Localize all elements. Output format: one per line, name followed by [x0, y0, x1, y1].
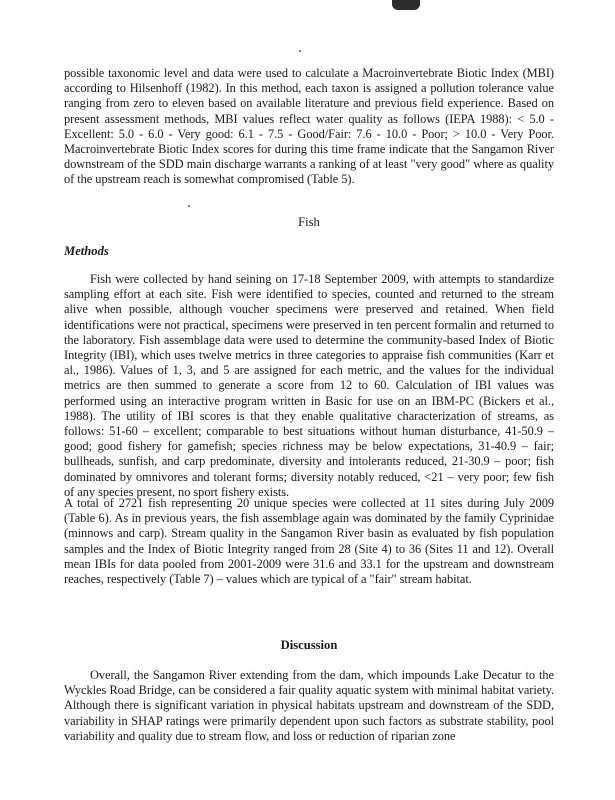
mbi-paragraph: possible taxonomic level and data were used to calculate a Macroinvertebrate Biotic Index (MBI) according to Hilsenhoff (1982). In this method, each taxon is assigned a pollution tolerance value ranging from zero to eleven based on available literature and previous field experience. Based on present assessment methods, MBI values reflect water quality as follows (IEPA 1988): < 5.0 - Excellent: 5.0 - 6.0 - Very good: 6.1 - 7.5 - Good/Fair: 7.6 - 10.0 - Poor; > 10.0 - Very Poor. Macroinvertebrate Biotic Index scores for during this time frame indicate that the Sangamon River downstream of the SDD main discharge warrants a ranking of at least "very good" where as quality of the upstream reach is somewhat compromised (Table 5).: [64, 66, 554, 187]
discussion-heading: Discussion: [280, 638, 338, 652]
results-paragraph: A total of 2721 fish representing 20 unique species were collected at 11 sites during July 2009 (Table 6). As in previous years, the fish assemblage again was dominated by the family Cyprinidae (minnows and carp). Stream quality in the Sangamon River basin as evaluated by fish population samples and the Index of Biotic Integrity ranged from 28 (Site 4) to 36 (Sites 11 and 12). Overall mean IBIs for data pooled from 2001-2009 were 31.6 and 33.1 for the upstream and downstream reaches, respectively (Table 7) – values which are typical of a "fair" stream habitat.: [64, 496, 554, 587]
scan-speck: [299, 50, 301, 52]
scan-artifact: [392, 0, 420, 10]
scan-speck: [188, 205, 190, 207]
methods-paragraph: Fish were collected by hand seining on 17-18 September 2009, with attempts to standardize sampling effort at each site. Fish were identified to species, counted and returned to the stream alive when possible, although voucher specimens were preserved and retained. When field identifications were not practical, specimens were preserved in ten percent formalin and returned to the laboratory. Fish assemblage data were used to determine the community-based Index of Biotic Integrity (IBI), which uses twelve metrics in three categories to appraise fish communities (Karr et al., 1986). Values of 1, 3, and 5 are assigned for each metric, and the values for the individual metrics are then summed to generate a score from 12 to 60. Calculation of IBI values was performed using an interactive program written in Basic for use on an IBM-PC (Bickers et al., 1988). The utility of IBI scores is that they enable qualitative characterization of streams, as follows: 51-60 – excellent; comparable to best situations without human disturbance, 41-50.9 – good; good fishery for gamefish; species richness may be below expectations, 31-40.9 – fair; bullheads, sunfish, and carp predominate, diversity and intolerants reduced, 21-30.9 – poor; fish dominated by omnivores and tolerant forms; diversity notably reduced, <21 – very poor; few fish of any species present, no sport fishery exists.: [64, 272, 554, 499]
fish-heading: Fish: [298, 215, 320, 229]
discussion-paragraph: Overall, the Sangamon River extending from the dam, which impounds Lake Decatur to the Wyckles Road Bridge, can be considered a fair quality aquatic system with minimal habitat variety. Although there is significant variation in physical habitats upstream and downstream of the SDD, variability in SHAP ratings were primarily dependent upon such factors as substrate stability, pool variability and quality due to stream flow, and loss or reduction of riparian zone: [64, 668, 554, 743]
methods-heading: Methods: [64, 244, 109, 258]
